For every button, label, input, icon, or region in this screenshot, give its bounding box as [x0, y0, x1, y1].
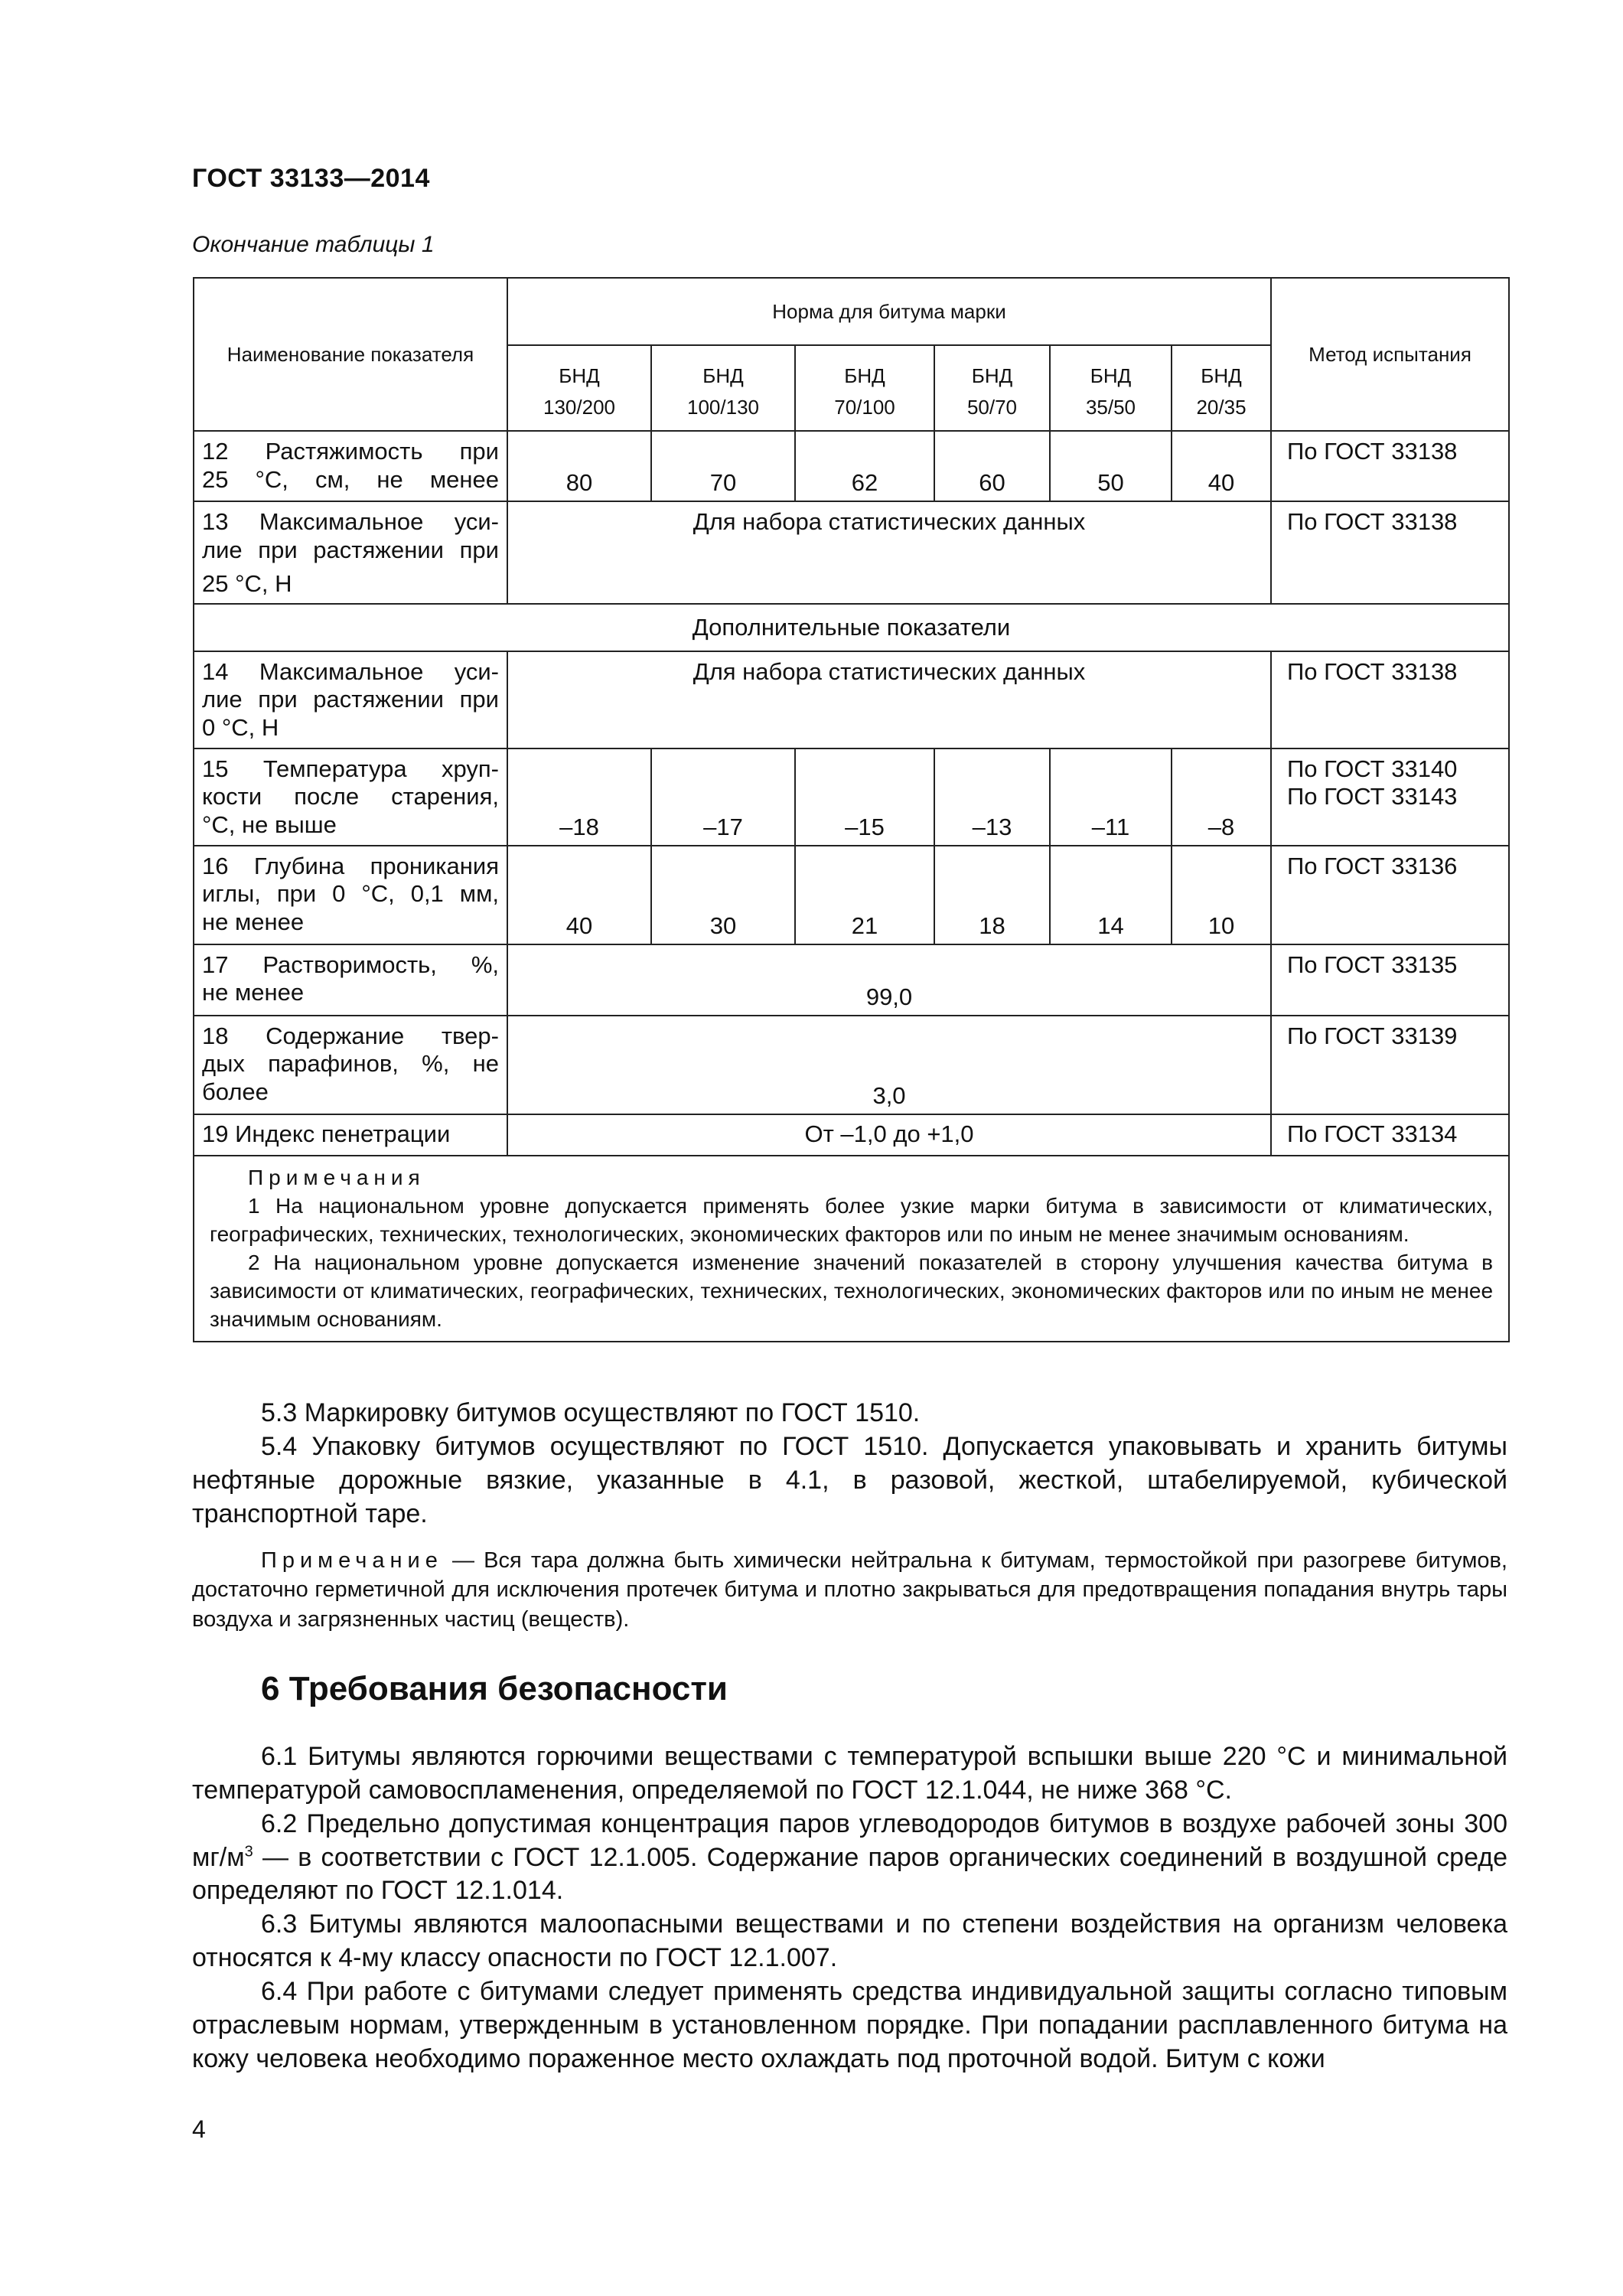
table-row [194, 748, 1509, 846]
span-value-cell: Для набора статистических данных [507, 501, 1271, 604]
method-cell: По ГОСТ 33134 [1271, 1114, 1509, 1156]
packaging-note [192, 1546, 1507, 1634]
paragraph-5-4: 5.4 Упаковку битумов осуществляют по ГОСТ 1510. Допускается упаковывать и хранить битумы нефтяные дорожные вязкие, указанные в 4.1, в разовой, жесткой, штабелируемой, кубической транспортной таре. [192, 1431, 1507, 1528]
section-heading: Дополнительные показатели [194, 604, 1509, 651]
header-method-column: Метод испытания [1271, 278, 1509, 431]
table-row [194, 1016, 1509, 1114]
table-row [194, 431, 1509, 501]
page-number: 4 [192, 2115, 206, 2143]
grade-header: БНД 20/35 [1172, 345, 1271, 431]
note-item: 1 На национальном уровне допускается применять более узкие марки битума в зависимости от климатических, географических, технических, технологических, экономических факторов или по иным не менее значимым основаниям. [210, 1193, 1494, 1246]
value-cell: 10 [1172, 846, 1271, 944]
section-row [194, 604, 1509, 651]
method-cell: По ГОСТ 33138 [1271, 431, 1509, 501]
paragraph-6-1: 6.1 Битумы являются горючими веществами с температурой вспышки выше 220 °С и минимальной температурой самовоспламенения, определяемой по ГОСТ 12.1.044, не ниже 368 °С. [192, 1742, 1507, 1805]
value-cell: 50 [1050, 431, 1172, 501]
value-cell: –18 [507, 748, 651, 846]
indicator-name: 14 Максимальное уси- лие при растяжении при 0 °С, Н [194, 651, 507, 748]
grade-header: БНД 70/100 [795, 345, 934, 431]
indicator-name: 15 Температура хруп- кости после старения, °С, не выше [194, 748, 507, 846]
value-cell: –15 [795, 748, 934, 846]
indicator-name: 17 Растворимость, %, не менее [194, 944, 507, 1016]
section-6-paragraphs [192, 1740, 1507, 2076]
table-row [194, 944, 1509, 1016]
value-cell: –8 [1172, 748, 1271, 846]
notes-row [194, 1156, 1509, 1342]
note-item: 2 На национальном уровне допускается изменение значений показателей в сторону улучшения качества битума в зависимости от климатических, географических, технических, технологических, экономических факторов или по иным не менее значимым основаниям. [210, 1250, 1494, 1331]
grade-header: БНД 130/200 [507, 345, 651, 431]
method-cell: По ГОСТ 33139 [1271, 1016, 1509, 1114]
header-norm: Норма для битума марки [507, 278, 1271, 345]
method-cell: По ГОСТ 33135 [1271, 944, 1509, 1016]
table-row [194, 846, 1509, 944]
method-cell: По ГОСТ 33136 [1271, 846, 1509, 944]
value-cell: 14 [1050, 846, 1172, 944]
paragraph-6-2: 6.2 Предельно допустимая концентрация паров углеводородов битумов в воздухе рабочей зоны 300 $мг/м^3$ — в соответствии с ГОСТ 12.1.005. Содержание паров органических соединений в воздушной среде определяют по ГОСТ 12.1.014. [192, 1808, 1507, 1906]
document-header: ГОСТ 33133—2014 [192, 164, 430, 193]
indicator-name: 16 Глубина проникания иглы, при 0 °С, 0,1 мм, не менее [194, 846, 507, 944]
span-value-cell: 3,0 [507, 1016, 1271, 1114]
section-6-title: 6 Требования безопасности [261, 1670, 728, 1707]
span-value-cell: Для набора статистических данных [507, 651, 1271, 748]
grade-header: БНД 35/50 [1050, 345, 1172, 431]
value-cell: 30 [651, 846, 795, 944]
grade-header: БНД 50/70 [934, 345, 1050, 431]
value-cell: –11 [1050, 748, 1172, 846]
paragraph-6-3: 6.3 Битумы являются малоопасными веществами и по степени воздействия на организм человека относятся к 4-му классу опасности по ГОСТ 12.1.007. [192, 1910, 1507, 1973]
table-caption: Окончание таблицы 1 [192, 232, 435, 257]
method-cell: По ГОСТ 33138 [1271, 501, 1509, 604]
table-row [194, 651, 1509, 748]
grade-header: БНД 100/130 [651, 345, 795, 431]
section-5-paragraphs [192, 1397, 1507, 1531]
value-cell: 40 [1172, 431, 1271, 501]
value-cell: 18 [934, 846, 1050, 944]
spec-table [193, 277, 1510, 1342]
paragraph-5-3: 5.3 Маркировку битумов осуществляют по ГОСТ 1510. [261, 1398, 921, 1427]
value-cell: –13 [934, 748, 1050, 846]
method-cell: По ГОСТ 33138 [1271, 651, 1509, 748]
table-notes [194, 1156, 1509, 1342]
table-row [194, 1114, 1509, 1156]
notes-title: Примечания [248, 1165, 425, 1189]
indicator-name: 13 Максимальное уси- лие при растяжении при 25 °С, Н [194, 501, 507, 604]
value-cell: –17 [651, 748, 795, 846]
method-cell: По ГОСТ 33140 По ГОСТ 33143 [1271, 748, 1509, 846]
note-label: Примечание [261, 1548, 443, 1573]
value-cell: 40 [507, 846, 651, 944]
indicator-name: 19 Индекс пенетрации [194, 1114, 507, 1156]
paragraph-6-4: 6.4 При работе с битумами следует применять средства индивидуальной защиты согласно типовым отраслевым нормам, утвержденным в установленном порядке. При попадании расплавленного битума на кожу человека необходимо пораженное место охлаждать под проточной водой. Битум с кожи [192, 1977, 1507, 2073]
value-cell: 21 [795, 846, 934, 944]
indicator-name: 12 Растяжимость при 25 °С, см, не менее [194, 431, 507, 501]
value-cell: 62 [795, 431, 934, 501]
span-value-cell: 99,0 [507, 944, 1271, 1016]
header-name-column: Наименование показателя [194, 278, 507, 431]
span-value-cell: От –1,0 до +1,0 [507, 1114, 1271, 1156]
value-cell: 80 [507, 431, 651, 501]
value-cell: 70 [651, 431, 795, 501]
note-body: — Вся тара должна быть химически нейтральна к битумам, термостойкой при разогреве битумов, достаточно герметичной для исключения протечек битума и плотно закрываться для предотвращения попадания внутрь тары воздуха и загрязненных частиц (веществ). [192, 1548, 1507, 1632]
indicator-name: 18 Содержание твер- дых парафинов, %, не более [194, 1016, 507, 1114]
value-cell: 60 [934, 431, 1050, 501]
table-row [194, 501, 1509, 604]
